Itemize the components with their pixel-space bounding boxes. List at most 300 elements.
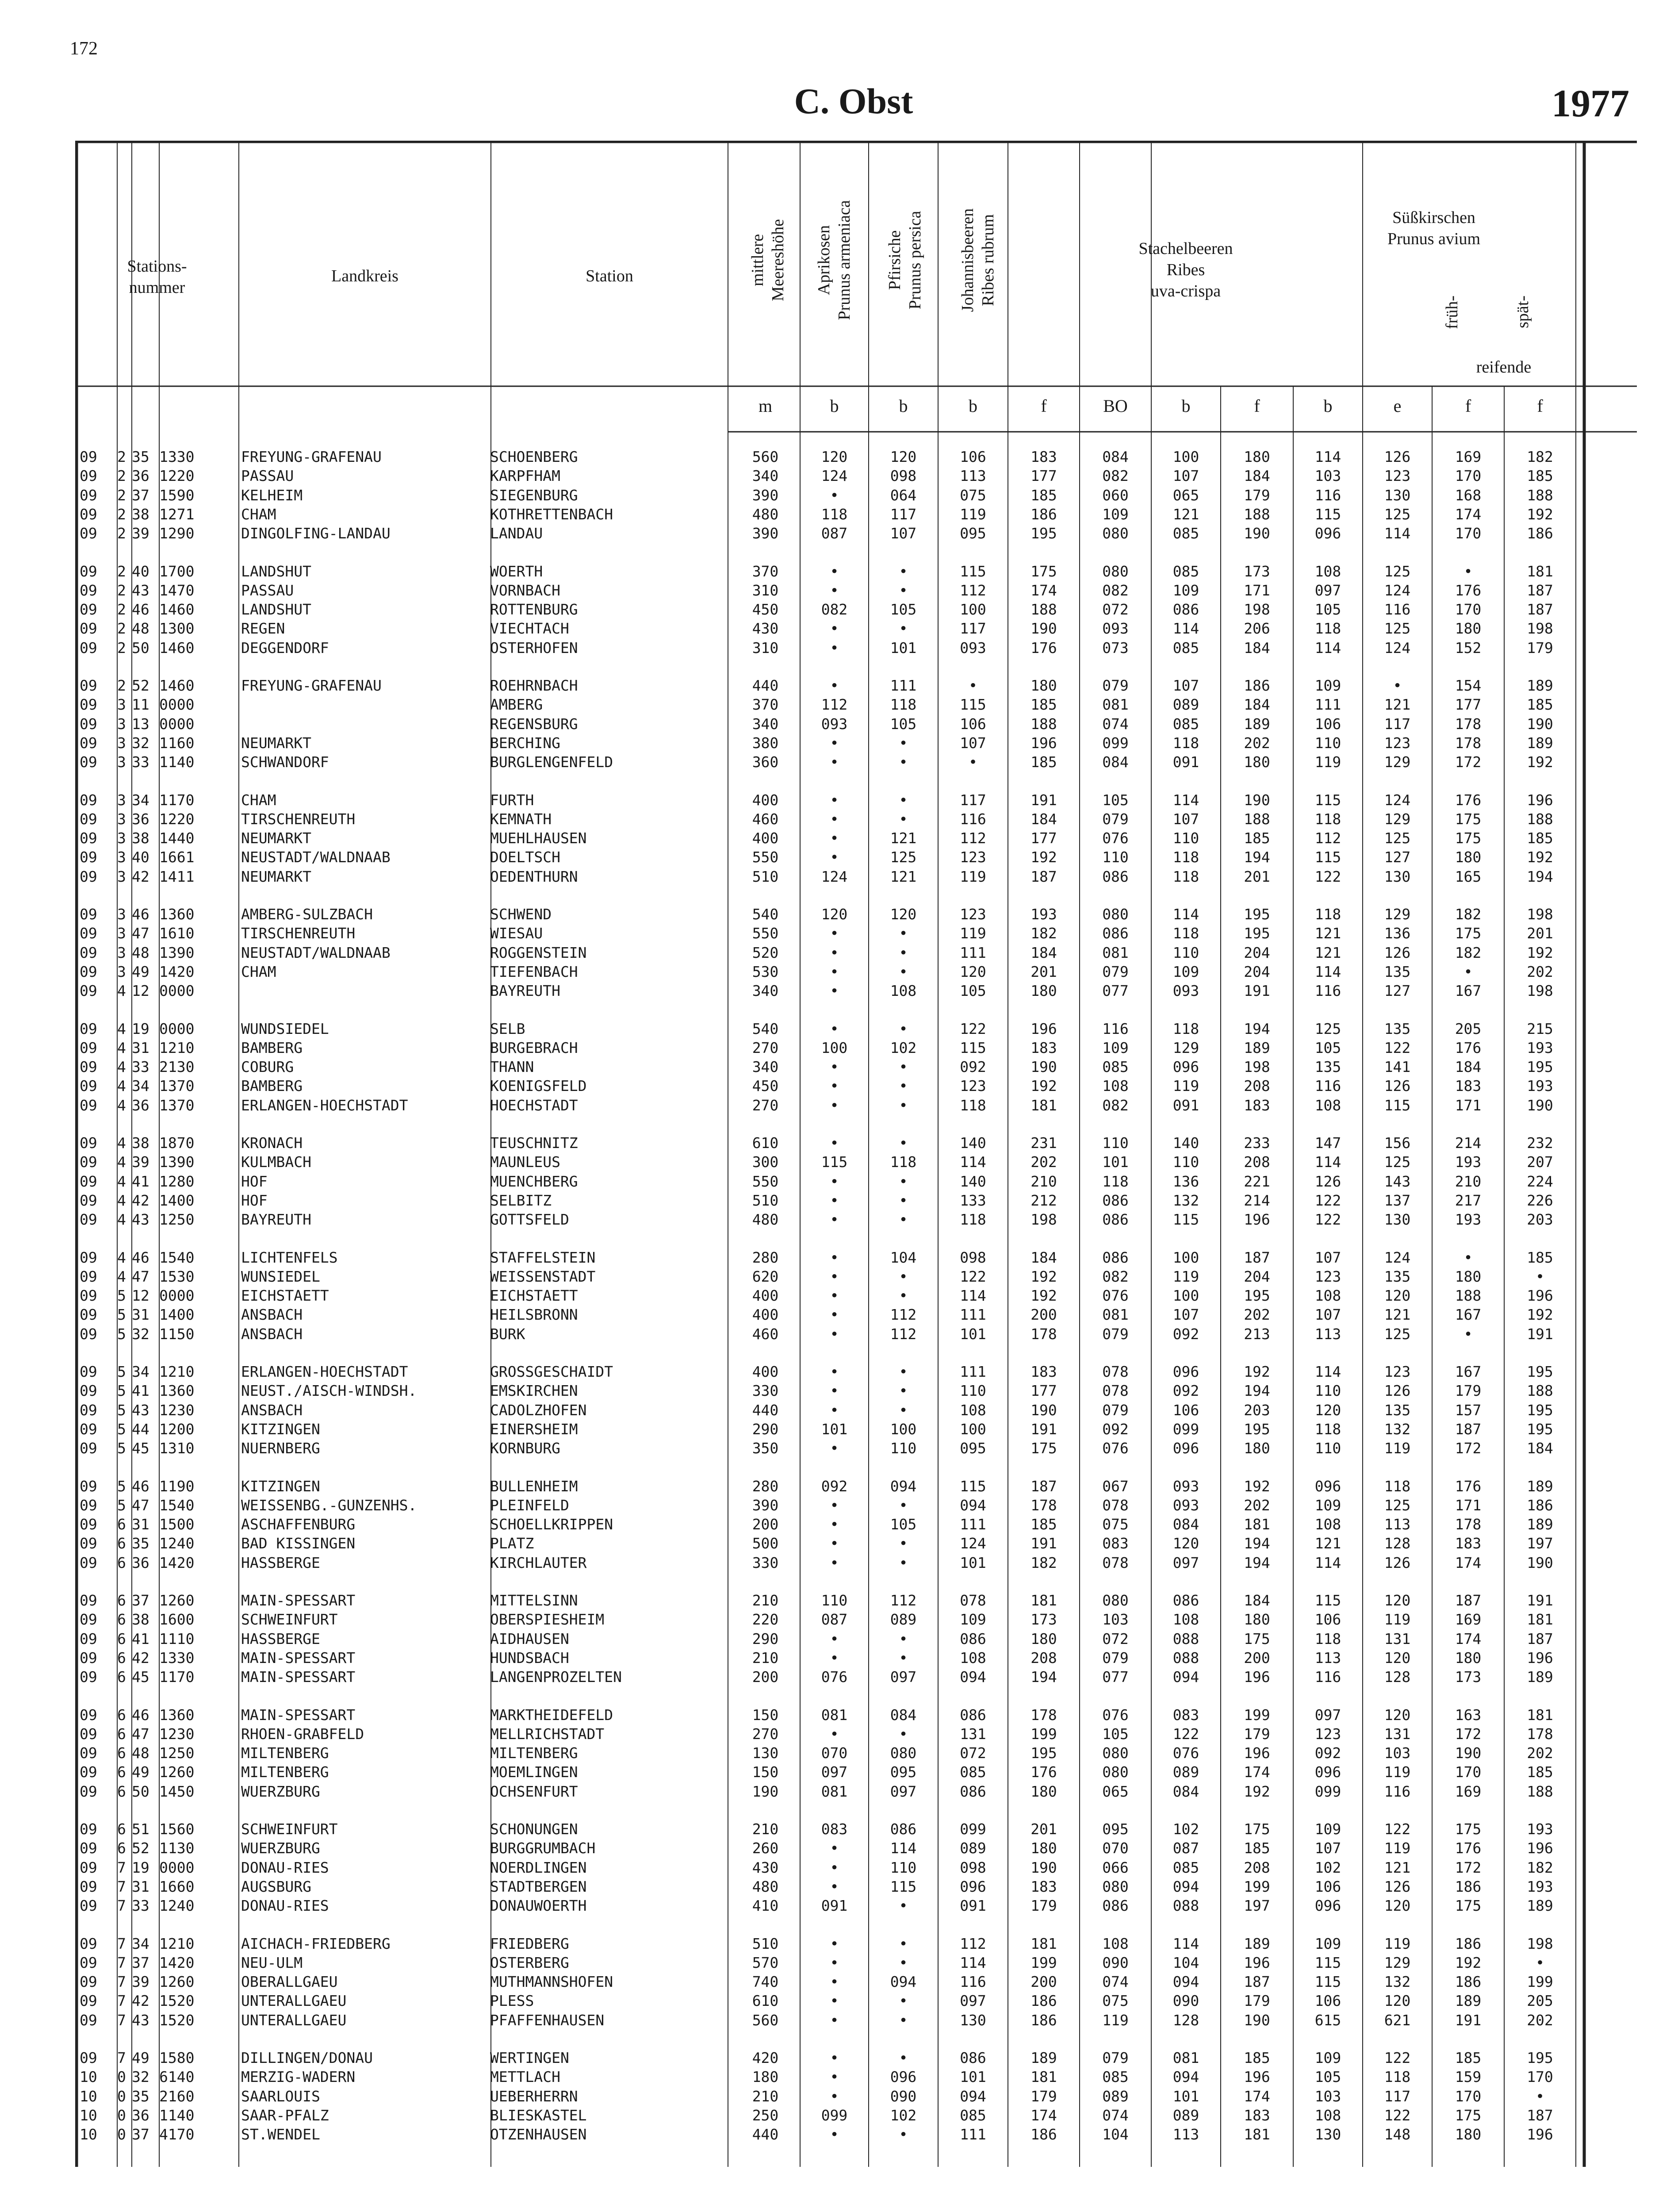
- cell-r8-c7: •: [830, 620, 839, 637]
- cell-r70-c12: 081: [1172, 2049, 1199, 2066]
- cell-r50-c9: 078: [960, 1592, 986, 1609]
- cell-r4-c4: DINGOLFING-LANDAU: [241, 525, 391, 542]
- cell-r9-c6: 310: [752, 639, 779, 657]
- cell-r53-c0: 09: [80, 1649, 97, 1667]
- cell-r16-c15: 129: [1384, 810, 1411, 828]
- cell-r40-c7: •: [830, 1363, 839, 1380]
- cell-r16-c16: 175: [1455, 810, 1482, 828]
- cell-r7-c15: 116: [1384, 601, 1411, 618]
- cell-r22-c2: 48: [132, 944, 149, 961]
- cell-r70-c10: 189: [1031, 2049, 1057, 2066]
- cell-r8-c15: 125: [1384, 620, 1411, 637]
- cell-r46-c6: 390: [752, 1496, 779, 1514]
- cell-r50-c10: 181: [1031, 1592, 1057, 1609]
- cell-r1-c3: 1220: [159, 467, 195, 485]
- cell-r25-c14: 125: [1314, 1020, 1341, 1037]
- cell-r24-c2: 12: [132, 982, 149, 1000]
- cell-r22-c11: 081: [1102, 944, 1129, 961]
- cell-r34-c14: 122: [1314, 1211, 1341, 1229]
- cell-r4-c8: 107: [890, 525, 917, 542]
- cell-r12-c14: 106: [1314, 715, 1341, 733]
- cell-r58-c14: 096: [1314, 1763, 1341, 1781]
- cell-r69-c12: 128: [1172, 2011, 1199, 2029]
- cell-r13-c8: •: [899, 734, 908, 752]
- cell-r13-c4: NEUMARKT: [241, 734, 311, 752]
- cell-r16-c12: 107: [1172, 810, 1199, 828]
- cell-r74-c11: 104: [1102, 2126, 1129, 2143]
- cell-r24-c16: 167: [1455, 982, 1482, 1000]
- cell-r20-c15: 129: [1384, 906, 1411, 923]
- cell-r65-c10: 181: [1031, 1935, 1057, 1952]
- cell-r32-c7: •: [830, 1172, 839, 1190]
- cell-r22-c10: 184: [1031, 944, 1057, 961]
- cell-r34-c17: 203: [1527, 1211, 1553, 1229]
- cell-r30-c3: 1870: [159, 1134, 195, 1152]
- cell-r17-c7: •: [830, 830, 839, 847]
- cell-r42-c11: 079: [1102, 1401, 1129, 1419]
- cell-r22-c5: ROGGENSTEIN: [490, 944, 587, 961]
- cell-r18-c15: 127: [1384, 849, 1411, 866]
- cell-r24-c0: 09: [80, 982, 97, 1000]
- cell-r72-c0: 10: [80, 2087, 97, 2105]
- cell-r11-c12: 089: [1172, 696, 1199, 714]
- cell-r54-c2: 45: [132, 1668, 149, 1686]
- cell-r14-c11: 084: [1102, 753, 1129, 771]
- cell-r64-c17: 189: [1527, 1897, 1553, 1915]
- cell-r26-c17: 193: [1527, 1039, 1553, 1056]
- cell-r14-c7: •: [830, 753, 839, 771]
- cell-r31-c15: 125: [1384, 1153, 1411, 1171]
- cell-r44-c2: 45: [132, 1440, 149, 1457]
- cell-r73-c4: SAAR-PFALZ: [241, 2106, 329, 2124]
- cell-r2-c4: KELHEIM: [241, 486, 303, 504]
- cell-r46-c4: WEISSENBG.-GUNZENHS.: [241, 1496, 417, 1514]
- cell-r12-c17: 190: [1527, 715, 1553, 733]
- cell-r23-c9: 120: [960, 963, 986, 980]
- cell-r44-c17: 184: [1527, 1440, 1553, 1457]
- cell-r46-c15: 125: [1384, 1496, 1411, 1514]
- cell-r30-c6: 610: [752, 1134, 779, 1152]
- cell-r7-c3: 1460: [159, 601, 195, 618]
- cell-r22-c8: •: [899, 944, 908, 961]
- cell-r58-c0: 09: [80, 1763, 97, 1781]
- cell-r31-c14: 114: [1314, 1153, 1341, 1171]
- cell-r61-c15: 119: [1384, 1839, 1411, 1857]
- cell-r55-c1: 6: [117, 1706, 126, 1724]
- cell-r49-c15: 126: [1384, 1554, 1411, 1571]
- cell-r46-c14: 109: [1314, 1496, 1341, 1514]
- cell-r33-c6: 510: [752, 1191, 779, 1209]
- cell-r62-c7: •: [830, 1859, 839, 1876]
- cell-r14-c8: •: [899, 753, 908, 771]
- cell-r16-c17: 188: [1527, 810, 1553, 828]
- cell-r26-c14: 105: [1314, 1039, 1341, 1056]
- cell-r53-c5: HUNDSBACH: [490, 1649, 569, 1667]
- cell-r62-c9: 098: [960, 1859, 986, 1876]
- cell-r37-c12: 100: [1172, 1287, 1199, 1305]
- cell-r23-c8: •: [899, 963, 908, 980]
- cell-r64-c8: •: [899, 1897, 908, 1915]
- cell-r50-c4: MAIN-SPESSART: [241, 1592, 356, 1609]
- cell-r44-c12: 096: [1172, 1440, 1199, 1457]
- cell-r1-c17: 185: [1527, 467, 1553, 485]
- cell-r57-c6: 130: [752, 1744, 779, 1762]
- cell-r73-c10: 174: [1031, 2106, 1057, 2124]
- cell-r37-c14: 108: [1314, 1287, 1341, 1305]
- cell-r41-c16: 179: [1455, 1382, 1482, 1400]
- cell-r24-c11: 077: [1102, 982, 1129, 1000]
- cell-r11-c6: 370: [752, 696, 779, 714]
- cell-r8-c12: 114: [1172, 620, 1199, 637]
- cell-r8-c1: 2: [117, 620, 126, 637]
- cell-r10-c15: •: [1393, 677, 1402, 694]
- cell-r9-c2: 50: [132, 639, 149, 657]
- cell-r46-c0: 09: [80, 1496, 97, 1514]
- cell-r29-c8: •: [899, 1096, 908, 1114]
- cell-r23-c17: 202: [1527, 963, 1553, 980]
- cell-r70-c16: 185: [1455, 2049, 1482, 2066]
- cell-r5-c15: 125: [1384, 562, 1411, 580]
- cell-r0-c14: 114: [1314, 448, 1341, 465]
- cell-r12-c15: 117: [1384, 715, 1411, 733]
- cell-r14-c12: 091: [1172, 753, 1199, 771]
- cell-r26-c12: 129: [1172, 1039, 1199, 1056]
- cell-r68-c9: 097: [960, 1992, 986, 2010]
- cell-r14-c6: 360: [752, 753, 779, 771]
- cell-r44-c3: 1310: [159, 1440, 195, 1457]
- cell-r48-c13: 194: [1244, 1535, 1270, 1552]
- cell-r13-c3: 1160: [159, 734, 195, 752]
- page-title: C. Obst: [794, 81, 913, 121]
- cell-r22-c1: 3: [117, 944, 126, 961]
- cell-r69-c3: 1520: [159, 2011, 195, 2029]
- cell-r32-c13: 221: [1244, 1172, 1270, 1190]
- cell-r63-c6: 480: [752, 1878, 779, 1895]
- cell-r59-c1: 6: [117, 1782, 126, 1800]
- cell-r59-c4: WUERZBURG: [241, 1782, 320, 1800]
- cell-r2-c16: 168: [1455, 486, 1482, 504]
- cell-r11-c10: 185: [1031, 696, 1057, 714]
- cell-r30-c2: 38: [132, 1134, 149, 1152]
- unit-0: m: [758, 396, 773, 416]
- cell-r47-c1: 6: [117, 1516, 126, 1533]
- cell-r58-c10: 176: [1031, 1763, 1057, 1781]
- cell-r73-c8: 102: [890, 2106, 917, 2124]
- cell-r65-c17: 198: [1527, 1935, 1553, 1952]
- cell-r59-c13: 192: [1244, 1782, 1270, 1800]
- cell-r55-c6: 150: [752, 1706, 779, 1724]
- cell-r1-c16: 170: [1455, 467, 1482, 485]
- cell-r68-c12: 090: [1172, 1992, 1199, 2010]
- cell-r5-c12: 085: [1172, 562, 1199, 580]
- cell-r71-c12: 094: [1172, 2068, 1199, 2086]
- cell-r68-c6: 610: [752, 1992, 779, 2010]
- cell-r36-c11: 082: [1102, 1267, 1129, 1285]
- cell-r16-c13: 188: [1244, 810, 1270, 828]
- cell-r19-c3: 1411: [159, 868, 195, 885]
- cell-r12-c8: 105: [890, 715, 917, 733]
- cell-r58-c11: 080: [1102, 1763, 1129, 1781]
- cell-r29-c0: 09: [80, 1096, 97, 1114]
- cell-r2-c7: •: [830, 486, 839, 504]
- cell-r5-c4: LANDSHUT: [241, 562, 311, 580]
- cell-r55-c13: 199: [1244, 1706, 1270, 1724]
- cell-r48-c11: 083: [1102, 1535, 1129, 1552]
- cell-r0-c8: 120: [890, 448, 917, 465]
- cell-r47-c16: 178: [1455, 1516, 1482, 1533]
- cell-r51-c9: 109: [960, 1611, 986, 1628]
- cell-r0-c11: 084: [1102, 448, 1129, 465]
- cell-r56-c13: 179: [1244, 1725, 1270, 1743]
- cell-r62-c17: 182: [1527, 1859, 1553, 1876]
- cell-r59-c11: 065: [1102, 1782, 1129, 1800]
- cell-r34-c0: 09: [80, 1211, 97, 1229]
- cell-r34-c11: 086: [1102, 1211, 1129, 1229]
- cell-r51-c4: SCHWEINFURT: [241, 1611, 338, 1628]
- cell-r20-c2: 46: [132, 906, 149, 923]
- cell-r2-c5: SIEGENBURG: [490, 486, 578, 504]
- cell-r21-c7: •: [830, 925, 839, 942]
- unit-5: BO: [1103, 396, 1128, 416]
- cell-r68-c7: •: [830, 1992, 839, 2010]
- cell-r46-c12: 093: [1172, 1496, 1199, 1514]
- cell-r15-c11: 105: [1102, 791, 1129, 809]
- cell-r8-c2: 48: [132, 620, 149, 637]
- cell-r72-c13: 174: [1244, 2087, 1270, 2105]
- cell-r48-c0: 09: [80, 1535, 97, 1552]
- cell-r7-c9: 100: [960, 601, 986, 618]
- cell-r34-c5: GOTTSFELD: [490, 1211, 569, 1229]
- cell-r35-c4: LICHTENFELS: [241, 1248, 338, 1266]
- cell-r9-c4: DEGGENDORF: [241, 639, 329, 657]
- cell-r70-c14: 109: [1314, 2049, 1341, 2066]
- cell-r33-c2: 42: [132, 1191, 149, 1209]
- cell-r63-c9: 096: [960, 1878, 986, 1895]
- cell-r67-c8: 094: [890, 1973, 917, 1991]
- cell-r25-c0: 09: [80, 1020, 97, 1037]
- cell-r41-c9: 110: [960, 1382, 986, 1400]
- cell-r8-c16: 180: [1455, 620, 1482, 637]
- cell-r11-c8: 118: [890, 696, 917, 714]
- cell-r20-c12: 114: [1172, 906, 1199, 923]
- cell-r67-c11: 074: [1102, 1973, 1129, 1991]
- cell-r68-c15: 120: [1384, 1992, 1411, 2010]
- cell-r31-c8: 118: [890, 1153, 917, 1171]
- cell-r73-c12: 089: [1172, 2106, 1199, 2124]
- cell-r8-c11: 093: [1102, 620, 1129, 637]
- cell-r25-c7: •: [830, 1020, 839, 1037]
- cell-r1-c5: KARPFHAM: [490, 467, 560, 485]
- cell-r5-c13: 173: [1244, 562, 1270, 580]
- cell-r52-c13: 175: [1244, 1630, 1270, 1647]
- cell-r72-c16: 170: [1455, 2087, 1482, 2105]
- cell-r10-c16: 154: [1455, 677, 1482, 694]
- cell-r45-c14: 096: [1314, 1477, 1341, 1495]
- cell-r28-c11: 108: [1102, 1077, 1129, 1095]
- cell-r27-c6: 340: [752, 1058, 779, 1076]
- cell-r18-c1: 3: [117, 849, 126, 866]
- cell-r49-c7: •: [830, 1554, 839, 1571]
- cell-r57-c10: 195: [1031, 1744, 1057, 1762]
- cell-r27-c11: 085: [1102, 1058, 1129, 1076]
- cell-r1-c0: 09: [80, 467, 97, 485]
- cell-r26-c11: 109: [1102, 1039, 1129, 1056]
- cell-r41-c7: •: [830, 1382, 839, 1400]
- cell-r50-c17: 191: [1527, 1592, 1553, 1609]
- cell-r9-c1: 2: [117, 639, 126, 657]
- cell-r70-c13: 185: [1244, 2049, 1270, 2066]
- cell-r73-c16: 175: [1455, 2106, 1482, 2124]
- cell-r45-c0: 09: [80, 1477, 97, 1495]
- cell-r4-c5: LANDAU: [490, 525, 543, 542]
- cell-r36-c0: 09: [80, 1267, 97, 1285]
- cell-r67-c6: 740: [752, 1973, 779, 1991]
- cell-r16-c10: 184: [1031, 810, 1057, 828]
- cell-r29-c14: 108: [1314, 1096, 1341, 1114]
- cell-r66-c0: 09: [80, 1954, 97, 1971]
- cell-r25-c5: SELB: [490, 1020, 525, 1037]
- cell-r5-c6: 370: [752, 562, 779, 580]
- cell-r59-c0: 09: [80, 1782, 97, 1800]
- cell-r32-c4: HOF: [241, 1172, 268, 1190]
- cell-r6-c2: 43: [132, 581, 149, 599]
- cell-r30-c0: 09: [80, 1134, 97, 1152]
- cell-r19-c4: NEUMARKT: [241, 868, 311, 885]
- cell-r28-c4: BAMBERG: [241, 1077, 303, 1095]
- cell-r7-c12: 086: [1172, 601, 1199, 618]
- cell-r4-c2: 39: [132, 525, 149, 542]
- cell-r35-c8: 104: [890, 1248, 917, 1266]
- cell-r45-c4: KITZINGEN: [241, 1477, 320, 1495]
- cell-r10-c1: 2: [117, 677, 126, 694]
- cell-r41-c6: 330: [752, 1382, 779, 1400]
- cell-r62-c11: 066: [1102, 1859, 1129, 1876]
- cell-r53-c7: •: [830, 1649, 839, 1667]
- cell-r52-c3: 1110: [159, 1630, 195, 1647]
- cell-r37-c11: 076: [1102, 1287, 1129, 1305]
- cell-r18-c5: DOELTSCH: [490, 849, 560, 866]
- cell-r8-c8: •: [899, 620, 908, 637]
- cell-r70-c0: 09: [80, 2049, 97, 2066]
- cell-r44-c1: 5: [117, 1440, 126, 1457]
- cell-r39-c14: 113: [1314, 1325, 1341, 1343]
- cell-r74-c17: 196: [1527, 2126, 1553, 2143]
- cell-r10-c9: •: [969, 677, 977, 694]
- cell-r63-c2: 31: [132, 1878, 149, 1895]
- cell-r71-c16: 159: [1455, 2068, 1482, 2086]
- cell-r50-c6: 210: [752, 1592, 779, 1609]
- cell-r65-c4: AICHACH-FRIEDBERG: [241, 1935, 391, 1952]
- cell-r51-c12: 108: [1172, 1611, 1199, 1628]
- cell-r38-c17: 192: [1527, 1306, 1553, 1324]
- cell-r62-c16: 172: [1455, 1859, 1482, 1876]
- cell-r64-c6: 410: [752, 1897, 779, 1915]
- cell-r52-c1: 6: [117, 1630, 126, 1647]
- cell-r37-c16: 188: [1455, 1287, 1482, 1305]
- cell-r61-c2: 52: [132, 1839, 149, 1857]
- cell-r20-c4: AMBERG-SULZBACH: [241, 906, 373, 923]
- cell-r30-c15: 156: [1384, 1134, 1411, 1152]
- cell-r63-c5: STADTBERGEN: [490, 1878, 587, 1895]
- cell-r68-c3: 1520: [159, 1992, 195, 2010]
- cell-r26-c8: 102: [890, 1039, 917, 1056]
- cell-r73-c14: 108: [1314, 2106, 1341, 2124]
- cell-r29-c5: HOECHSTADT: [490, 1096, 578, 1114]
- cell-r37-c6: 400: [752, 1287, 779, 1305]
- cell-r17-c10: 177: [1031, 830, 1057, 847]
- cell-r61-c17: 196: [1527, 1839, 1553, 1857]
- cell-r56-c17: 178: [1527, 1725, 1553, 1743]
- cell-r56-c0: 09: [80, 1725, 97, 1743]
- cell-r48-c16: 183: [1455, 1535, 1482, 1552]
- cell-r50-c13: 184: [1244, 1592, 1270, 1609]
- cell-r24-c7: •: [830, 982, 839, 1000]
- cell-r9-c8: 101: [890, 639, 917, 657]
- cell-r24-c8: 108: [890, 982, 917, 1000]
- cell-r14-c16: 172: [1455, 753, 1482, 771]
- cell-r2-c8: 064: [890, 486, 917, 504]
- cell-r22-c13: 204: [1244, 944, 1270, 961]
- cell-r21-c0: 09: [80, 925, 97, 942]
- cell-r74-c6: 440: [752, 2126, 779, 2143]
- cell-r25-c3: 0000: [159, 1020, 195, 1037]
- cell-r28-c1: 4: [117, 1077, 126, 1095]
- cell-r59-c10: 180: [1031, 1782, 1057, 1800]
- cell-r35-c15: 124: [1384, 1248, 1411, 1266]
- cell-r7-c13: 198: [1244, 601, 1270, 618]
- cell-r22-c15: 126: [1384, 944, 1411, 961]
- cell-r61-c16: 176: [1455, 1839, 1482, 1857]
- cell-r4-c3: 1290: [159, 525, 195, 542]
- cell-r49-c3: 1420: [159, 1554, 195, 1571]
- cell-r49-c12: 097: [1172, 1554, 1199, 1571]
- cell-r60-c2: 51: [132, 1820, 149, 1838]
- cell-r63-c13: 199: [1244, 1878, 1270, 1895]
- cell-r15-c9: 117: [960, 791, 986, 809]
- cell-r29-c15: 115: [1384, 1096, 1411, 1114]
- cell-r2-c6: 390: [752, 486, 779, 504]
- cell-r43-c8: 100: [890, 1420, 917, 1438]
- cell-r48-c8: •: [899, 1535, 908, 1552]
- cell-r60-c12: 102: [1172, 1820, 1199, 1838]
- cell-r60-c9: 099: [960, 1820, 986, 1838]
- cell-r0-c16: 169: [1455, 448, 1482, 465]
- cell-r25-c16: 205: [1455, 1020, 1482, 1037]
- cell-r28-c3: 1370: [159, 1077, 195, 1095]
- cell-r0-c6: 560: [752, 448, 779, 465]
- cell-r52-c8: •: [899, 1630, 908, 1647]
- cell-r48-c3: 1240: [159, 1535, 195, 1552]
- cell-r15-c7: •: [830, 791, 839, 809]
- cell-r74-c13: 181: [1244, 2126, 1270, 2143]
- cell-r26-c3: 1210: [159, 1039, 195, 1056]
- cell-r0-c4: FREYUNG-GRAFENAU: [241, 448, 382, 465]
- cell-r72-c7: •: [830, 2087, 839, 2105]
- cell-r16-c0: 09: [80, 810, 97, 828]
- cell-r62-c3: 0000: [159, 1859, 195, 1876]
- cell-r29-c9: 118: [960, 1096, 986, 1114]
- cell-r44-c6: 350: [752, 1440, 779, 1457]
- cell-r49-c0: 09: [80, 1554, 97, 1571]
- cell-r69-c5: PFAFFENHAUSEN: [490, 2011, 605, 2029]
- cell-r28-c6: 450: [752, 1077, 779, 1095]
- cell-r29-c16: 171: [1455, 1096, 1482, 1114]
- cell-r36-c13: 204: [1244, 1267, 1270, 1285]
- cell-r39-c15: 125: [1384, 1325, 1411, 1343]
- cell-r3-c12: 121: [1172, 505, 1199, 523]
- cell-r19-c12: 118: [1172, 868, 1199, 885]
- data-table: [75, 141, 1637, 2167]
